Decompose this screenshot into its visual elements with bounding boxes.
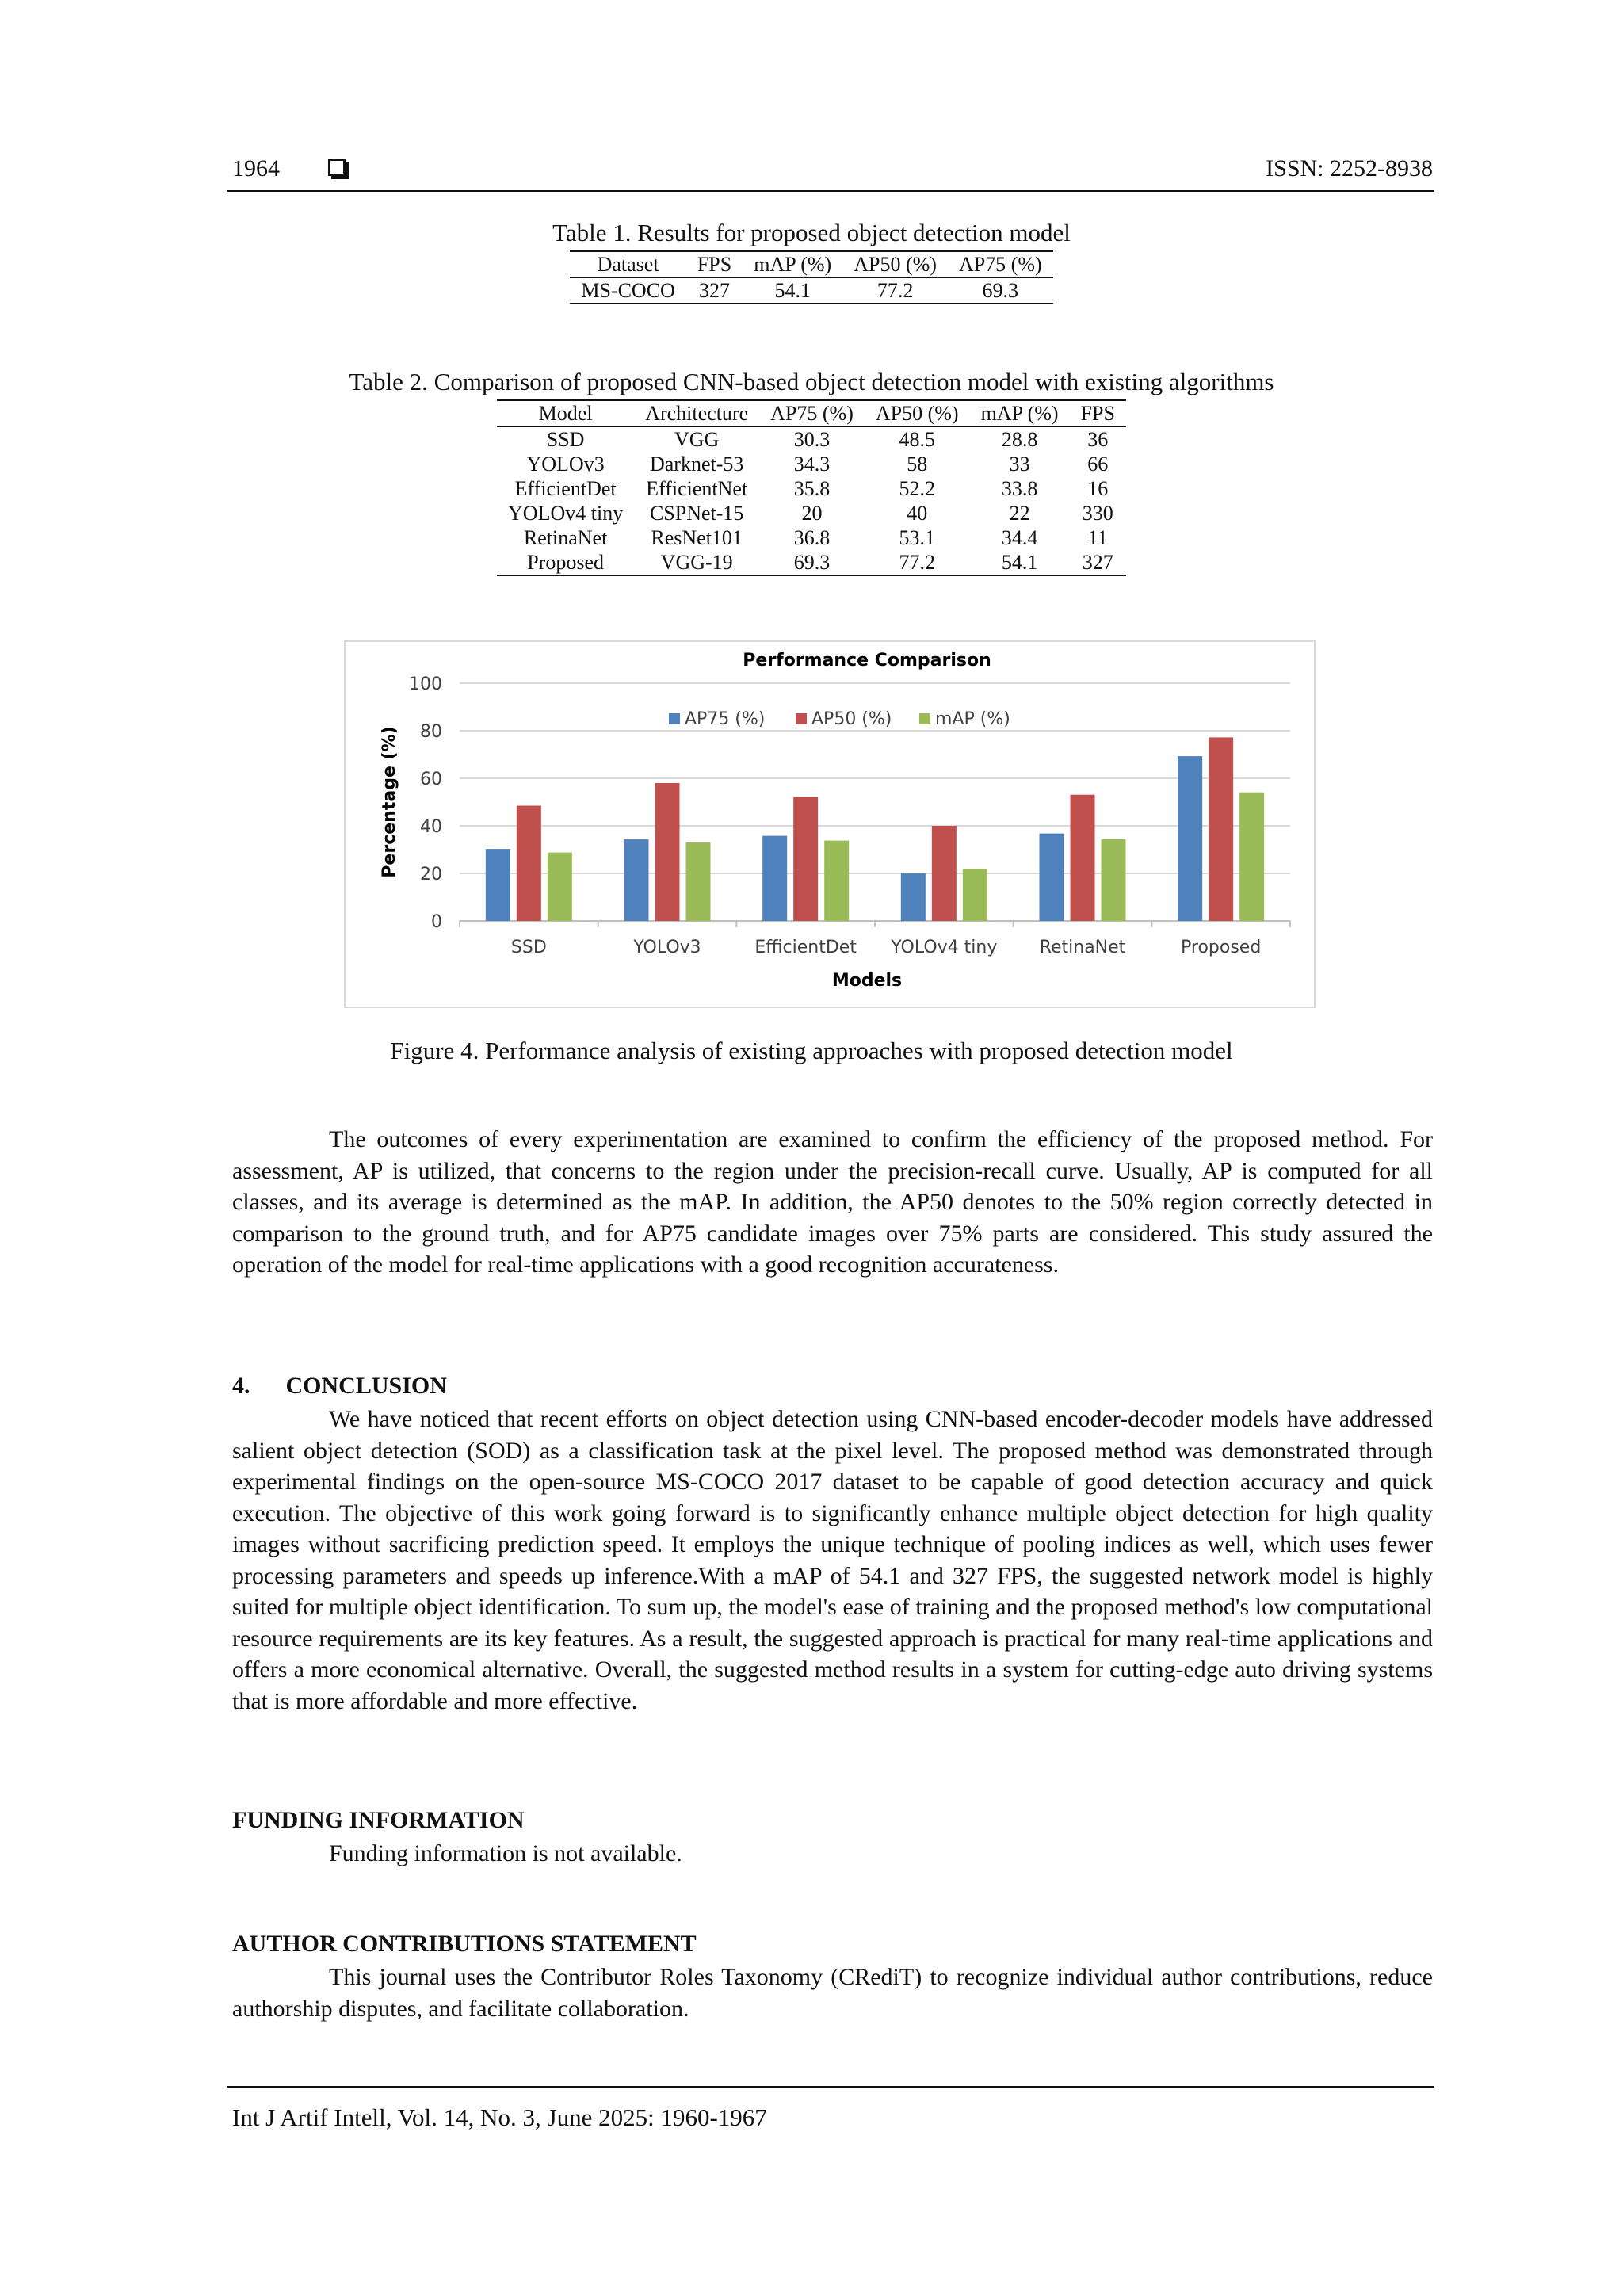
y-tick-label: 20 xyxy=(420,865,442,884)
table-cell: CSPNet-15 xyxy=(649,502,744,525)
table-cell: 66 xyxy=(1087,453,1109,476)
x-tick-label: SSD xyxy=(510,938,547,957)
table-cell: VGG-19 xyxy=(634,550,759,575)
legend-label: AP75 (%) xyxy=(685,709,766,729)
table-cell: 20 xyxy=(801,502,823,525)
bar-map xyxy=(686,842,711,921)
table-header-cell: AP50 (%) xyxy=(842,251,948,277)
table-header-cell: mAP (%) xyxy=(970,400,1070,426)
table-header-cell: FPS xyxy=(1070,400,1126,426)
conclusion-heading: 4. CONCLUSION xyxy=(232,1373,447,1399)
bar-ap75 xyxy=(624,839,649,921)
table-header-cell: FPS xyxy=(686,251,743,277)
bar-map xyxy=(548,853,572,921)
table-cell: 30.3 xyxy=(793,428,831,451)
table-row xyxy=(497,501,1126,525)
table-header-cell: mAP (%) xyxy=(743,251,842,277)
y-tick-label: 0 xyxy=(431,912,442,932)
table-cell: 35.8 xyxy=(793,477,831,500)
table-cell: 16 xyxy=(1087,477,1109,500)
funding-heading: FUNDING INFORMATION xyxy=(232,1807,525,1833)
bar-ap50 xyxy=(1071,795,1095,921)
bar-ap75 xyxy=(486,849,510,921)
legend-swatch xyxy=(669,713,680,724)
issn: ISSN: 2252-8938 xyxy=(1266,155,1433,181)
table1-caption: Table 1. Results for proposed object detection model xyxy=(552,219,1071,246)
table-header-row xyxy=(497,400,1126,426)
table-header-cell: AP75 (%) xyxy=(948,251,1053,277)
table-header-cell: Model xyxy=(497,400,634,426)
bar-map xyxy=(1239,793,1264,921)
table-cell: 54.1 xyxy=(970,550,1070,575)
table-cell: 34.4 xyxy=(1001,526,1038,549)
y-tick-label: 60 xyxy=(420,770,442,789)
page-number: 1964 xyxy=(232,155,280,181)
table-header-row xyxy=(570,251,1052,277)
figure4-chart xyxy=(344,640,1316,1008)
table1-wrapper xyxy=(0,250,1623,304)
table-cell: 22 xyxy=(1009,502,1030,525)
table-header-cell: Dataset xyxy=(570,251,685,277)
y-tick-label: 100 xyxy=(409,674,442,694)
table-cell: 77.2 xyxy=(842,277,948,304)
author-contributions-heading: AUTHOR CONTRIBUTIONS STATEMENT xyxy=(232,1931,697,1957)
footer-rule xyxy=(227,2086,1434,2088)
legend-label: AP50 (%) xyxy=(812,709,892,729)
body-paragraph xyxy=(232,1124,1433,1281)
table-cell: 69.3 xyxy=(759,550,865,575)
bar-ap50 xyxy=(793,797,818,921)
table-cell: 36 xyxy=(1087,428,1109,451)
legend-swatch xyxy=(796,713,807,724)
table-cell: 327 xyxy=(1070,550,1126,575)
table2-caption: Table 2. Comparison of proposed CNN-based object detection model with existing algorithms xyxy=(349,368,1274,395)
bar-ap75 xyxy=(762,836,787,921)
bar-map xyxy=(963,869,987,921)
table-row xyxy=(497,550,1126,575)
table-header-cell: AP75 (%) xyxy=(759,400,865,426)
chart-title: Performance Comparison xyxy=(743,651,991,670)
table-cell: 33.8 xyxy=(1001,477,1038,500)
table-cell: 77.2 xyxy=(865,550,970,575)
table-header-cell: AP50 (%) xyxy=(865,400,970,426)
body-paragraph-text: The outcomes of every experimentation are examined to confirm the efficiency of the proposed method. For assessment, AP is utilized, that concerns to the region under the precision-recall curve. Usually, AP is computed for all classes, and its average is determined as the mAP. In addition, the AP50 denotes to the 50% region correctly detected in comparison to the ground truth, and for AP75 candidate images over 75% parts are considered. This study assured the operation of the model for real-time applications with a good recognition accurateness. xyxy=(232,1126,1433,1278)
legend-swatch xyxy=(919,713,930,724)
table-row xyxy=(497,452,1126,476)
table-cell: 54.1 xyxy=(743,277,842,304)
table-cell: Proposed xyxy=(497,550,634,575)
conclusion-paragraph xyxy=(232,1404,1433,1717)
bar-ap75 xyxy=(1040,834,1064,921)
table-row xyxy=(570,277,1052,304)
bar-ap50 xyxy=(517,806,541,922)
table-cell: Darknet-53 xyxy=(649,453,744,476)
table-row xyxy=(497,426,1126,452)
bar-ap75 xyxy=(1178,756,1202,921)
table-cell: 40 xyxy=(907,502,928,525)
table-cell: YOLOv4 tiny xyxy=(508,502,624,525)
x-tick-label: YOLOv4 tiny xyxy=(891,938,998,957)
x-tick-label: RetinaNet xyxy=(1039,938,1126,957)
funding-text: Funding information is not available. xyxy=(329,1840,682,1866)
author-contributions-text: This journal uses the Contributor Roles Taxonomy (CRediT) to recognize individual author contributions, reduce authorship disputes, and facilitate collaboration. xyxy=(232,1964,1433,2022)
bar-ap50 xyxy=(932,826,957,921)
bar-ap50 xyxy=(655,783,680,921)
bar-chart xyxy=(346,642,1314,1007)
table-row xyxy=(497,525,1126,550)
table-cell: 36.8 xyxy=(793,526,831,549)
x-axis-label: Models xyxy=(831,971,903,991)
table-cell: YOLOv3 xyxy=(526,453,605,476)
figure-caption: Figure 4. Performance analysis of existing approaches with proposed detection model xyxy=(390,1037,1233,1064)
table-cell: 48.5 xyxy=(899,428,935,451)
table-cell: 53.1 xyxy=(899,526,935,549)
table-cell: SSD xyxy=(546,428,585,451)
y-tick-label: 40 xyxy=(420,817,442,837)
table-cell: EfficientDet xyxy=(514,477,617,500)
table2-wrapper xyxy=(0,399,1623,576)
table-cell: VGG xyxy=(674,428,720,451)
bar-ap75 xyxy=(901,873,926,921)
table2 xyxy=(497,399,1126,576)
table-cell: 34.3 xyxy=(793,453,831,476)
x-tick-label: Proposed xyxy=(1181,938,1262,957)
author-contributions-paragraph xyxy=(232,1962,1433,2024)
x-tick-label: YOLOv3 xyxy=(633,938,701,957)
table-cell: 330 xyxy=(1082,502,1113,525)
footer-citation: Int J Artif Intell, Vol. 14, No. 3, June 2025: 1960-1967 xyxy=(232,2103,767,2131)
square-bullet-icon xyxy=(328,159,346,176)
bar-map xyxy=(1102,839,1126,921)
bar-map xyxy=(824,841,849,921)
table-cell: 52.2 xyxy=(899,477,935,500)
table-cell: 11 xyxy=(1087,526,1108,549)
legend-label: mAP (%) xyxy=(935,709,1010,729)
header-rule xyxy=(227,190,1434,192)
table-cell: ResNet101 xyxy=(651,526,743,549)
table-cell: 69.3 xyxy=(948,277,1053,304)
table-cell: EfficientNet xyxy=(646,477,748,500)
conclusion-text: We have noticed that recent efforts on object detection using CNN-based encoder-decoder models have addressed salient object detection (SOD) as a classification task at the pixel level. The proposed method was demonstrated through experimental findings on the open-source MS-COCO 2017 dataset to be capable of good detection accuracy and quick execution. The objective of this work going forward is to significantly enhance multiple object detection for high quality images without sacrificing prediction speed. It employs the unique technique of pooling indices as well, which uses fewer processing parameters and speeds up inference.With a mAP of 54.1 and 327 FPS, the suggested network model is highly suited for multiple object identification. To sum up, the model's ease of training and the proposed method's low computational resource requirements are its key features. As a result, the suggested approach is practical for many real-time applications and offers a more economical alternative. Overall, the suggested method results in a system for cutting-edge auto driving systems that is more affordable and more effective. xyxy=(232,1406,1433,1714)
funding-paragraph xyxy=(232,1838,1433,1870)
table-header-cell: Architecture xyxy=(634,400,759,426)
table-cell: 58 xyxy=(907,453,928,476)
table-cell: 33 xyxy=(1009,453,1030,476)
table-cell: RetinaNet xyxy=(523,526,608,549)
y-tick-label: 80 xyxy=(420,722,442,742)
y-axis-label: Percentage (%) xyxy=(380,726,399,878)
table1 xyxy=(570,250,1052,304)
x-tick-label: EfficientDet xyxy=(754,938,857,957)
table-cell: 28.8 xyxy=(1001,428,1038,451)
table-cell: 327 xyxy=(686,277,743,304)
bar-ap50 xyxy=(1209,737,1233,921)
table-row xyxy=(497,476,1126,501)
table-cell: MS-COCO xyxy=(570,277,685,304)
